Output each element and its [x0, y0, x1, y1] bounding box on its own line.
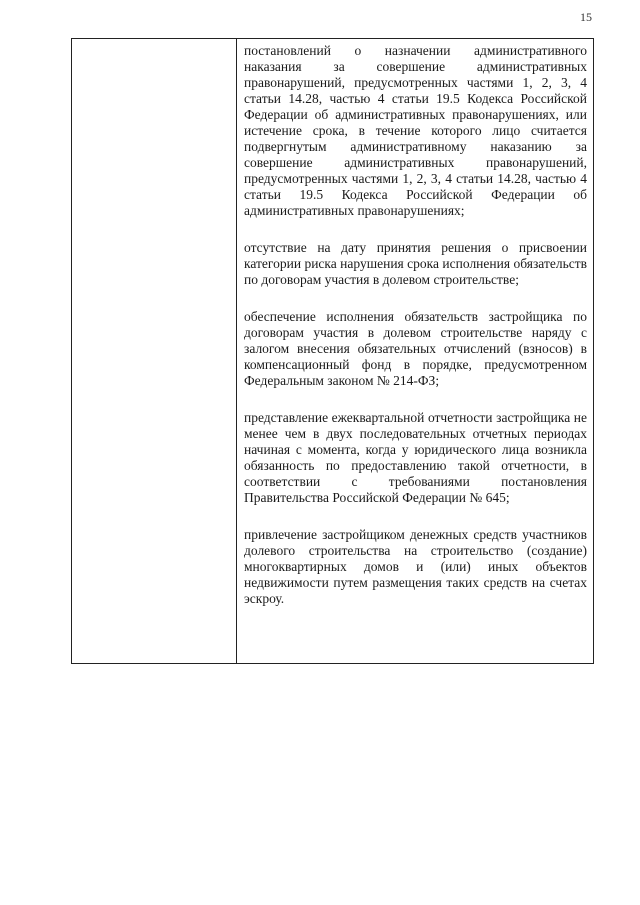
paragraph-risk-category: отсутствие на дату принятия решения о присвоении категории риска нарушения срока исполнения обязательств по договорам участия в долевом строительстве; [244, 240, 587, 287]
paragraph-quarterly-reporting: представление ежеквартальной отчетности застройщика не менее чем в двух последовательных отчетных периодах начиная с момента, когда у юридического лица возникла обязанность по предоставлению такой отчетности, в соответствии с требованиями постановления Правительства Российской Федерации № 645; [244, 410, 587, 505]
column-divider [236, 39, 237, 663]
table-right-cell [244, 43, 587, 607]
paragraph-escrow-accounts: привлечение застройщиком денежных средств участников долевого строительства на строительство (создание) многоквартирных домов и (или) иных объектов недвижимости путем размещения таких средств на счетах эскроу. [244, 527, 587, 606]
table-left-cell [72, 39, 236, 663]
paragraph-obligation-security: обеспечение исполнения обязательств застройщика по договорам участия в долевом строительстве наряду с залогом внесения обязательных отчислений (взносов) в компенсационный фонд в порядке, предусмотренном Федеральным законом № 214-ФЗ; [244, 309, 587, 388]
document-table [71, 38, 594, 664]
paragraph-admin-penalties: постановлений о назначении административного наказания за совершение административных правонарушений, предусмотренных частями 1, 2, 3, 4 статьи 14.28, частью 4 статьи 19.5 Кодекса Российской Федерации об административных правонарушениях, или истечение срока, в течение которого лицо считается подвергнутым административному наказанию за совершение административных правонарушений, предусмотренных частями 1, 2, 3, 4 статьи 14.28, частью 4 статьи 19.5 Кодекса Российской Федерации об административных правонарушениях; [244, 43, 587, 218]
page-number: 15 [580, 10, 592, 24]
